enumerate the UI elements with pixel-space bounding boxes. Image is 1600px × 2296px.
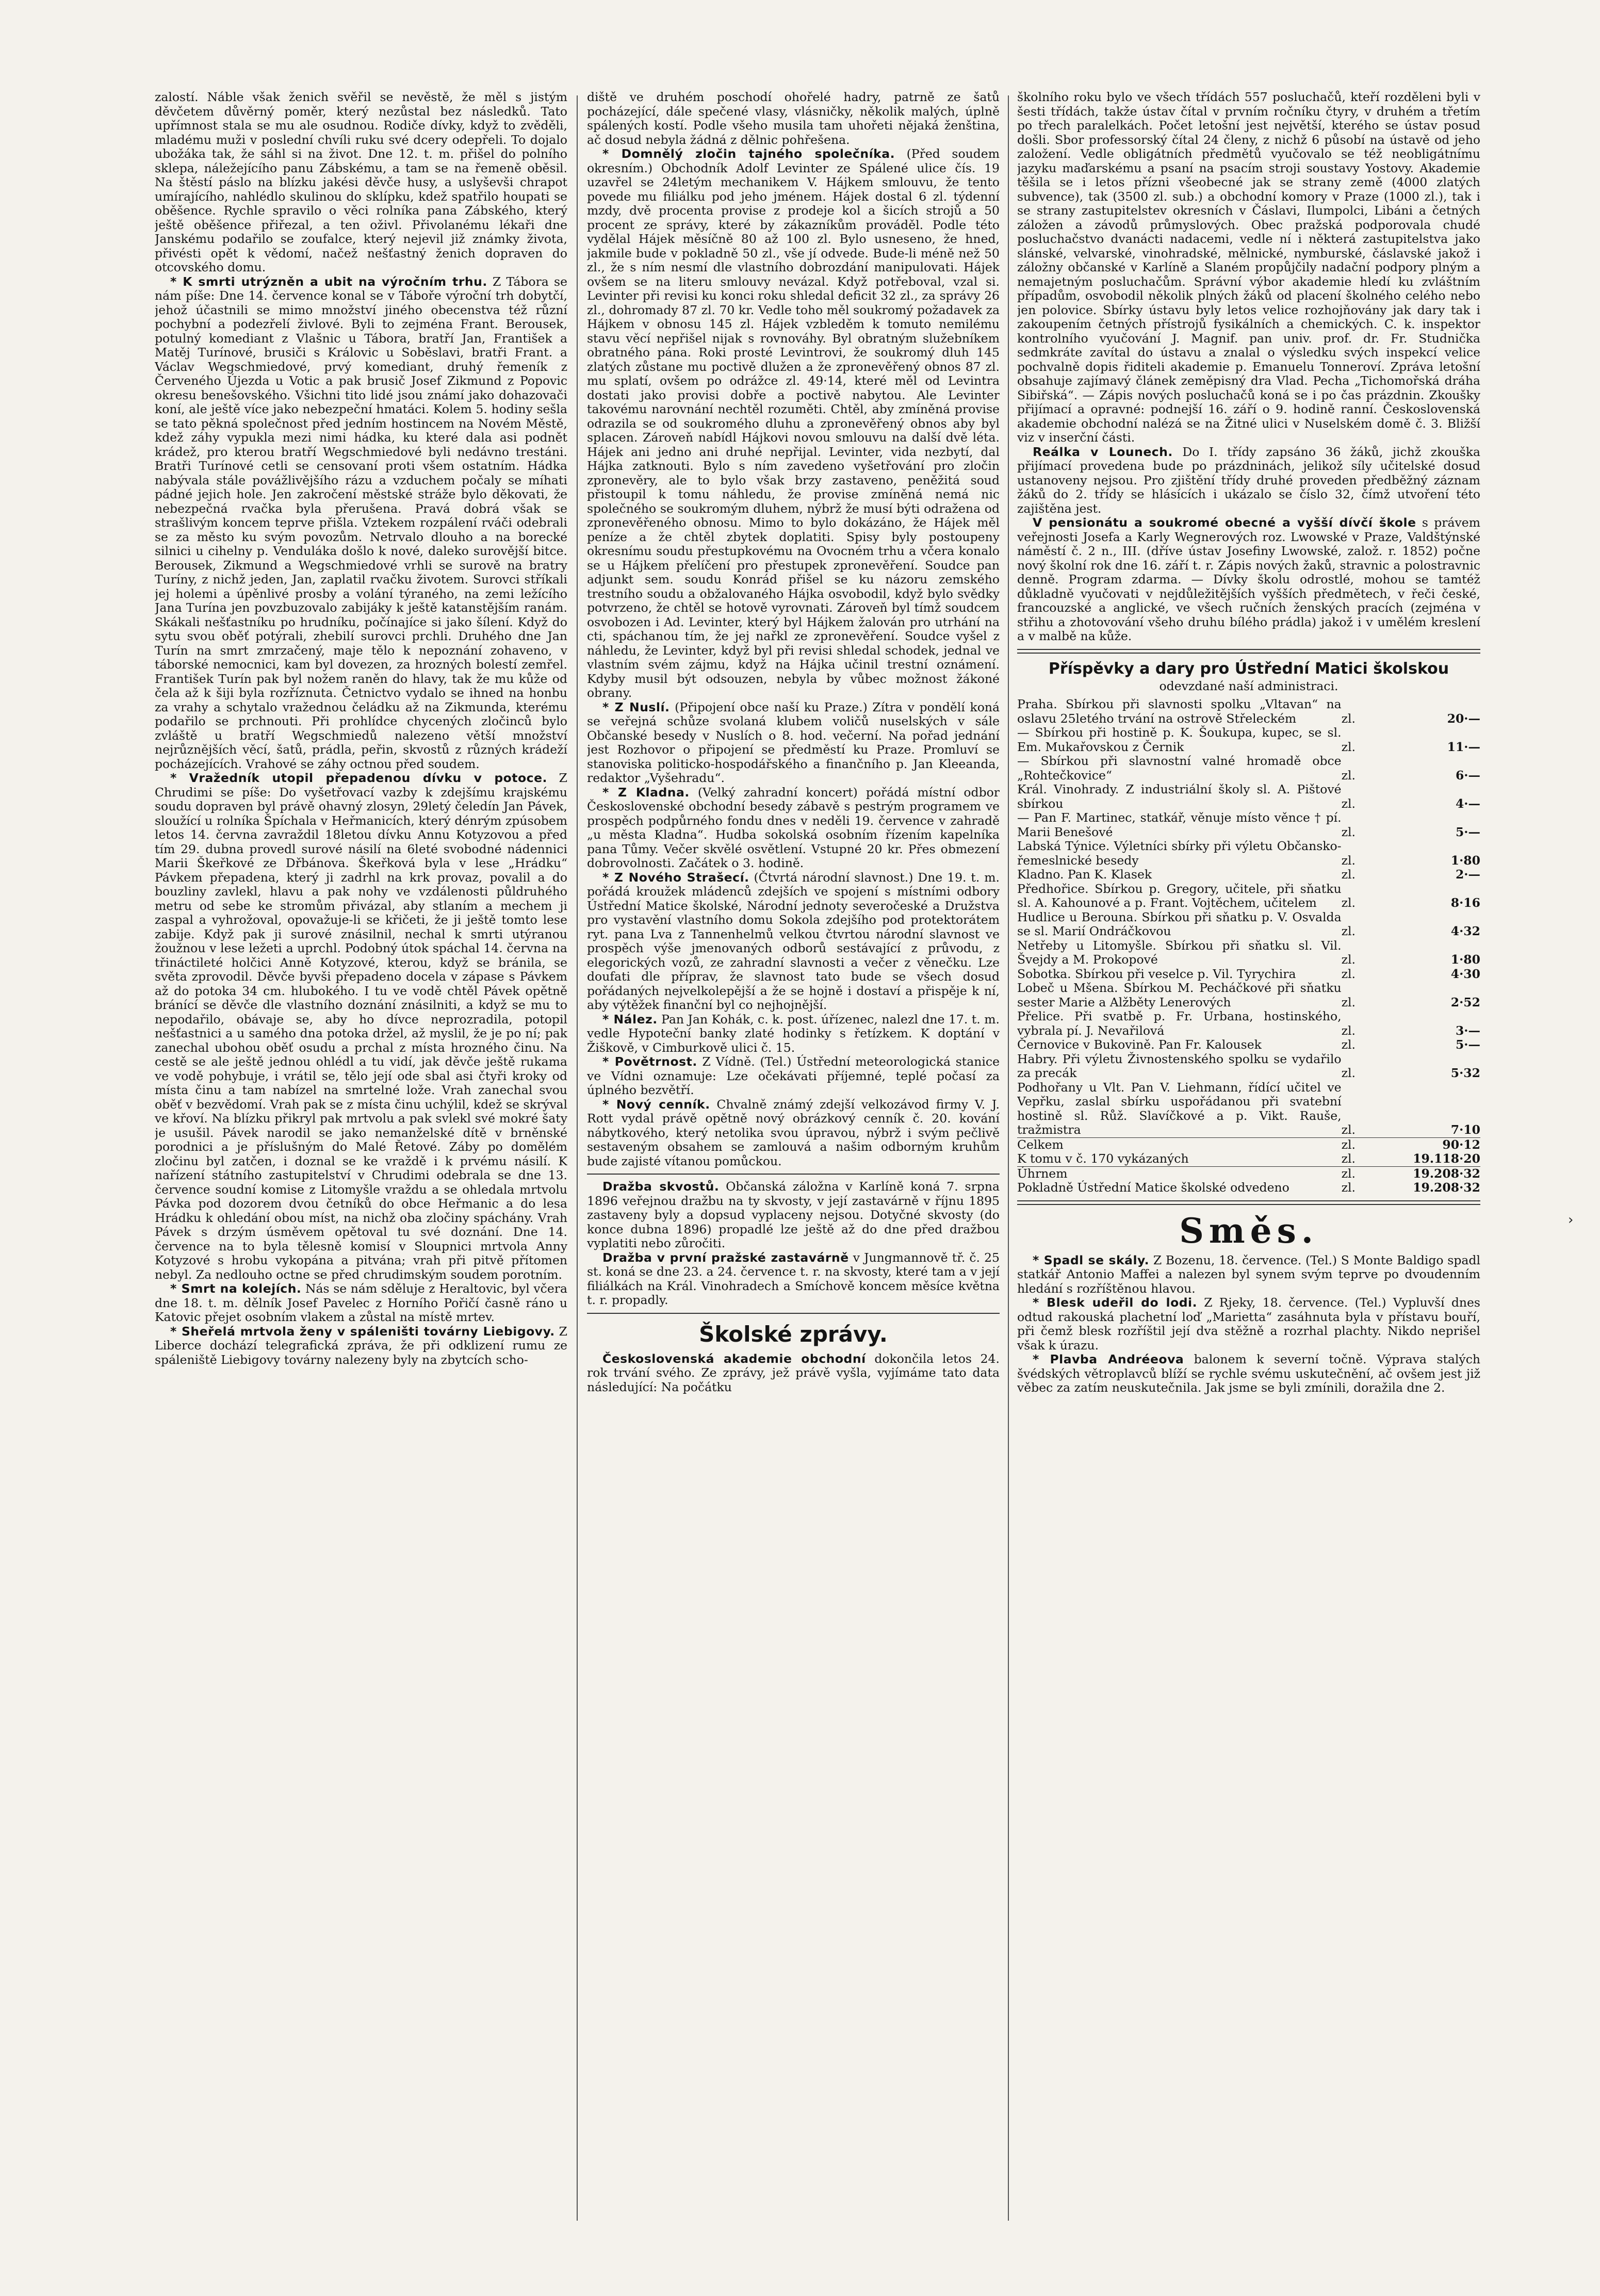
- divider: [1017, 649, 1480, 654]
- ledger-currency: zl.: [1341, 1137, 1356, 1152]
- article: [587, 1098, 1000, 1169]
- article-heading: * Plavba Andréeova: [1033, 1352, 1184, 1366]
- ledger-currency: zl.: [1341, 1066, 1356, 1080]
- article-heading: Dražba skvostů.: [602, 1179, 720, 1194]
- ledger-currency: zl.: [1341, 924, 1356, 938]
- article-text: (Připojení obce naší ku Praze.) Zítra v pondělí koná se veřejná schůze svolaná klubem voličů nuselských v sále Občanské besedy v Nuslích o 8. hod. večerní. Na pořad jednání jest Rozhovor o připojení se předměstí ku Praze. Promluví se stanoviska politicko-hospodářského a finančního p. Jan Kleeanda, redaktor „Vyšehradu“.: [587, 699, 1000, 785]
- ledger-label: Pokladně Ústřední Matice školské odvedeno: [1017, 1180, 1289, 1195]
- article-heading: * K smrti utrýzněn a ubit na výročním trhu.: [170, 274, 487, 289]
- ledger-currency: zl.: [1341, 1180, 1356, 1195]
- ledger-row: [1017, 1009, 1480, 1038]
- column-3: [1017, 90, 1480, 2241]
- ledger-label: Labská Týnice. Výletníci sbírky při výletu Občansko-řemeslnické besedy: [1017, 839, 1342, 868]
- article-heading: * Domnělý zločin tajného společníka.: [602, 146, 895, 161]
- article-text: Do I. třídy zapsáno 36 žáků, jichž zkouška přijímací provedena bude po prázdninách, jelikož síly učitelské dosud ustanoveny nejsou. Pro zjištění třídy druhé proveden předběžný záznam žáků do 2. třídy se hlásících i ukázalo se číslo 32, čímž utvoření této zajištěna jest.: [1017, 444, 1480, 516]
- article-heading: Reálka v Lounech.: [1033, 444, 1173, 459]
- ledger-amount: 3·—: [1455, 1023, 1480, 1038]
- ledger-currency: zl.: [1341, 739, 1356, 754]
- ledger-amount: 19.118·20: [1413, 1151, 1480, 1166]
- donations-title: Příspěvky a dary pro Ústřední Matici školskou: [1048, 659, 1449, 678]
- article: [587, 701, 1000, 786]
- ledger-label: — Pan F. Martinec, statkář, věnuje místo věnce † pí. Marii Benešové: [1017, 810, 1342, 839]
- ledger-label: K tomu v č. 170 vykázaných: [1017, 1151, 1189, 1166]
- article-heading: * Smrt na kolejích.: [170, 1281, 302, 1296]
- ledger-row: [1017, 839, 1480, 868]
- ledger-currency: zl.: [1341, 867, 1356, 882]
- article: [587, 1352, 1000, 1395]
- donations-subtitle: odevzdané naší administraci.: [1159, 678, 1338, 693]
- ledger-amount: 4·—: [1455, 796, 1480, 811]
- article-text: Z Rjeky, 18. července. (Tel.) Vypluvší dnes odtud rakouská plachetní loď „Marietta“ zasáhnuta byla v přístavu bouří, při čemž blesk rozříštil její dva stěžně a rozrhal plachty. Nikdo neprišel však k úrazu.: [1017, 1295, 1480, 1353]
- ledger-amount: 5·—: [1455, 824, 1480, 839]
- ledger-currency: zl.: [1341, 1151, 1356, 1166]
- article-heading: * Z Nuslí.: [602, 699, 670, 714]
- divider: [1017, 1200, 1480, 1205]
- ledger-row: [1017, 811, 1480, 839]
- article: [155, 771, 567, 1282]
- ledger-row: [1017, 1181, 1480, 1195]
- ledger-label: Sobotka. Sbírkou při veselce p. Vil. Tyrychira: [1017, 966, 1296, 981]
- ledger-amount: 1·80: [1450, 952, 1480, 967]
- article: [155, 1282, 567, 1325]
- ledger-label: Král. Vinohrady. Z industriální školy sl. A. Pištové sbírkou: [1017, 782, 1342, 811]
- margin-mark: ›: [1568, 1212, 1574, 1228]
- article-heading: V pensionátu a soukromé obecné a vyšší dívčí škole: [1033, 515, 1416, 530]
- article: [587, 1055, 1000, 1098]
- divider: [587, 1174, 1000, 1175]
- ledger-row: [1017, 1081, 1480, 1138]
- article-heading: * Blesk udeřil do lodi.: [1033, 1295, 1198, 1310]
- ledger-label: — Sbírkou při hostině p. K. Šoukupa, kupec, se sl. Em. Mukařovskou z Černik: [1017, 725, 1342, 754]
- ledger-currency: zl.: [1341, 824, 1356, 839]
- article: [587, 147, 1000, 701]
- article-text: diště ve druhém poschodí ohořelé hadry, patrně ze šatů pocházející, dále spečené vlasy, vlásničky, několik malých, úplně spálených kostí. Podle všeho musila tam uhořeti nějaká ženština, ač dosud nebyla žádná z dělnic pohřešena.: [587, 90, 1000, 147]
- column-rule: [577, 95, 578, 2221]
- ledger-row: [1017, 697, 1480, 726]
- ledger-row: [1017, 981, 1480, 1009]
- article-heading: * Z Nového Strašecí.: [602, 870, 749, 885]
- ledger-currency: zl.: [1341, 995, 1356, 1009]
- ledger-amount: 2·—: [1455, 867, 1480, 882]
- ledger-currency: zl.: [1341, 768, 1356, 783]
- article: [1017, 516, 1480, 644]
- ledger-amount: 1·80: [1450, 853, 1480, 868]
- article-heading: * Vražedník utopil přepadenou dívku v potoce.: [170, 771, 547, 785]
- article: [1017, 1353, 1480, 1395]
- ledger-label: — Sbírkou při slavnostní valné hromadě obce „Rohtečkovice“: [1017, 754, 1342, 783]
- article-heading: Dražba v první pražské zastavárně: [602, 1250, 849, 1265]
- ledger-row: [1017, 1152, 1480, 1166]
- ledger-currency: zl.: [1341, 853, 1356, 868]
- ledger-currency: zl.: [1341, 1037, 1356, 1052]
- donations-ledger: [1017, 697, 1480, 1195]
- ledger-amount: 8·16: [1450, 895, 1480, 910]
- section-title: Školské zprávy.: [699, 1321, 888, 1347]
- ledger-currency: zl.: [1341, 1122, 1356, 1137]
- ledger-currency: zl.: [1341, 1023, 1356, 1038]
- ledger-row: [1017, 939, 1480, 967]
- ledger-row: [1017, 1038, 1480, 1052]
- ledger-row: [1017, 1137, 1480, 1152]
- article: [155, 275, 567, 772]
- section-title: Směs.: [1179, 1210, 1318, 1251]
- ledger-row: [1017, 726, 1480, 754]
- ledger-amount: 4·30: [1450, 966, 1480, 981]
- ledger-label: Netřeby u Litomyšle. Sbírkou při sňatku sl. Vil. Švejdy a M. Prokopové: [1017, 938, 1342, 967]
- article-text: s právem veřejnosti Josefa a Karly Wegnerových roz. Lwowské v Praze, Valdštýnské náměstí č. 2 n., III. (dříve ústav Josefiny Lwowské, založ. r. 1852) počne nový školní rok dne 16. září t. r. Zápis nových žaků, stravnic a polostravnic denně. Program zdarma. — Dívky školu odrostlé, mohou se tamtéž důkladně vyučovati v nejdůležitějších vyšších předmětech, v řeči české, francouzské a anglické, ve všech ručních ženských pracích (zejména v střihu a zhotovování všeho druhu bílého prádla) jakož i v umělém kreslení a v malbě na kůže.: [1017, 515, 1480, 643]
- ledger-amount: 20·—: [1447, 711, 1480, 726]
- ledger-label: Kladno. Pan K. Klasek: [1017, 867, 1152, 882]
- ledger-label: Lobeč u Mšena. Sbírkou M. Pecháčkové při sňatku sester Marie a Alžběty Lenerových: [1017, 981, 1342, 1009]
- article-text: Pan Jan Kohák, c. k. post. úřízenec, nalezl dne 17. t. m. vedle Hypoteční banky zlaté hodinky s řetízkem. K doptání v Žiškově, v Cimburkově ulici č. 15.: [587, 1012, 1000, 1055]
- column-2: [587, 90, 1000, 2241]
- article-text: školního roku bylo ve všech třídách 557 posluchačů, kteří rozděleni byli v šesti třídách, takže ústav čítal v prvním ročníku čtyry, v druhém a třetím po třech paralelkách. Počet letošní jest největší, kterého se ústav posud došli. Sbor professorský čítal 24 členy, z nichž 6 působí na ústavě od jeho založení. Vedle obligátních předmětů vyučovalo se též neobligátnímu jazyku maďarskému a psaní na psacím stroji soustavy Yostovy. Akademie těšila se i letos přízni všeobecné jak se strany země (4000 zlatých subvence), tak (3500 zl. sub.) a obchodní komory v Praze (1000 zl.), tak i se strany zastupitelstev okresních v Čáslavi, Ilumpolci, Libáni a četných záložen a závodů průmyslových. Obec pražská podporovala chudé posluchačstvo dvanácti nadacemi, vedle ní i některá zastupitelstva jako slánské, velvarské, vinohradské, mělnické, nymburské, čáslavské jakož i záložny občanské v Karlíně a Slaném propůjčily nadační podpory plným a nemajetným posluchačům. Správní výbor akademie hledí ku zvláštním případům, osvobodil několik plných žáků od placení školného celého nebo jen polovice. Sbírky ústavu byly letos velice rozhojňovány jak dary tak i zakoupením četných přístrojů fysikálních a chemických. C. k. inspektor kontrolního vyučování J. Magnif. pan univ. prof. dr. Fr. Studnička sedmkráte zavítal do ústavu a znalal o výsledku svých inspekcí velice pochvalně dopis řiditeli akademie p. Emanuelu Tonneroví. Zpráva letošní obsahuje zajímavý článek zeměpisný dra Vlad. Pecha „Tichomořská dráha Sibiřská“. — Zápis nových posluchačů koná se i po čas prázdnin. Zkoušky přijímací a opravné: podnejší 16. září o 9. hodině ranní. Československá akademie obchodní nalézá se na Žitné ulici v Nuselském domě č. 3. Bližší viz v inserční části.: [1017, 90, 1480, 445]
- ledger-row: [1017, 882, 1480, 910]
- article-text: Občanská záložna v Karlíně koná 7. srpna 1896 veřejnou dražbu na ty skvosty, v její zastavárně v říjnu 1895 zastaveny byly a dopsud vyplaceny nejsou. Dotyčné skvosty (do konce dubna 1896) propadlé lze ještě až do dne před dražbou vyplatiti nebo zůročiti.: [587, 1179, 1000, 1250]
- divider: [587, 1313, 1000, 1314]
- article: [1017, 445, 1480, 516]
- ledger-row: [1017, 1166, 1480, 1181]
- article-text: (Velký zahradní koncert) pořádá místní odbor Československé obchodní besedy zábavě s pestrým programem ve prospěch podpůrného fondu dnes v neděli 19. července v zahradě „u města Kladna“. Hudba sokolská osobním řízením kapelníka pana Tůmy. Večer skvělé osvětlení. Vstupné 20 kr. Přes obmezení dobrovolnosti. Začátek o 3. hodině.: [587, 785, 1000, 870]
- article-text: Z Vídně. (Tel.) Ústřední meteorologická stanice ve Vídni oznamuje: Lze očekávati příjemné, teplé počasí za úplného bezvětří.: [587, 1054, 1000, 1097]
- ledger-label: Úhrnem: [1017, 1166, 1068, 1181]
- ledger-amount: 7·10: [1450, 1122, 1480, 1137]
- ledger-label: Černovice v Bukovině. Pan Fr. Kalousek: [1017, 1037, 1262, 1052]
- ledger-amount: 19.208·32: [1413, 1180, 1480, 1195]
- ledger-row: [1017, 783, 1480, 811]
- article: [587, 1180, 1000, 1251]
- article-text: Z Bozenu, 18. července. (Tel.) S Monte Baldigo spadl statkář Antonio Maffei a nalezen byl synem svým teprve po dvoudenním hledání s rozříštěnou hlavou.: [1017, 1252, 1480, 1296]
- ledger-currency: zl.: [1341, 711, 1356, 726]
- ledger-amount: 2·52: [1450, 995, 1480, 1009]
- column-rule: [1008, 95, 1009, 2221]
- ledger-row: [1017, 1052, 1480, 1081]
- ledger-amount: 5·32: [1450, 1066, 1480, 1080]
- article-text: Chvalně známý zdejší velkozávod firmy V. J. Rott vydal právě opětně nový obrázkový cenník č. 20. kování nábytkového, který netolika svou úpravou, nýbrž i svým pečlivě sestaveným obsahem se zamlouvá a našim odborným kruhům bude zajisté vítanou pomůckou.: [587, 1097, 1000, 1168]
- article-text: Z Chrudimi se píše: Do vyšetřovací vazby k zdejšímu krajskému soudu dopraven byl právě ohavný zlosyn, 29letý čeledín Jan Pávek, sloužící u rolníka Špíchala v Heřmanicích, který dénrým zpúsobem letos 14. června zavraždil 18letou dívku Annu Kotyzovou a před tím 29. dubna provedl surové násilí na 6leté svobodné nádennici Marii Škeřkové ze Dřbánova. Škeřková byla v lese „Hrádku“ Pávkem přepadena, který ji zadrhl na krk provaz, povalil a do bouzliny zavlekl, hlavu a pak nohy ve vzdálenosti půldruhého metru od sebe ke stromům přivázal, aby stlaním a mechem ji zaspal a vyhrožoval, opovažuje-li se křičeti, že ji ještě tomto lese zabije. Když pak ji surové znásilnil, nechal k smrti utýranou žoužnou v lese ležeti a uprchl. Podobný útok spáchal 14. června na třináctileté holčici Anně Kotyzové, kterou, když se bránila, se světa zprovodil. Děvče byvši přepadeno docela v zápase s Pávkem až do potoka 34 cm. hlubokého. I tu ve vodě chtěl Pávek opětně bránící se děvče dle vlastního doznání znásilniti, a když se mu to nepodařilo, obávaje se, aby ho dívce neprozradila, potopil nešťastnici a u samého dna potoka držel, až myslil, že je po ní; pak zanechal ubohou oběť osudu a prchal z místa hrozného činu. Na cestě se ale ještě jednou ohlédl a tu vidí, jak děvče ještě rukama ve vodě pohybuje, i vrátil se, tělo její ode sbal asi čtyři kroky od místa činu a tam nabízel na smrtelné lože. Vrah zanechal svou oběť v bezvědomí. Vrah pak se z místa činu uchýlil, kdež se skrýval ve křoví. Na blízku přikryl pak mrtvolu a pak svlekl své mokré šaty je usušil. Pávek narodil se jako nemanželské dítě v brněnské porodnici a je příslušným do Malé Řetové. Záby po domělém zločinu byl zatčen, i doznal se ke vraždě i k prvému násilí. K nařízení státního zastupitelství v Chrudimi odebrala se dne 13. července soudní komise z Litomyšle vraždu a se ohledala mrtvolu Pávka pod dozorem dvou četníků do obce Heřmanic a do lesa Hrádku k ohledání obou míst, na nichž oba zločiny spáchány. Vrah Pávek s drzým úsměvem opětoval tu své doznání. Dne 14. července na to byla tělesně komisí v Sloupnici mrtvola Anny Kotyzové s hrobu vykopána a pitvána; vrah při pitvě přítomen nebyl. Za nedlouho octne se před chrudimským soudem porotním.: [155, 771, 567, 1282]
- article-text: v Jungmannově tř. č. 25 st. koná se dne 23. a 24. července t. r. na skvosty, které tam a v její filiálkách na Král. Vinohradech a Smíchově koncem měsíce května t. r. propadly.: [587, 1250, 1000, 1307]
- newspaper-sheet: [155, 90, 1480, 2241]
- ledger-amount: 19.208·32: [1413, 1166, 1480, 1181]
- article-text: (Před soudem okresním.) Obchodník Adolf Levinter ze Spálené ulice čís. 19 uzavřel se 24letým mechanikem V. Hájkem smlouvu, že tento povede mu filiálku pod jeho jménem. Hájek dostal 6 zl. týdenní mzdy, dvě procenta provise z prodeje kol a šicích strojů a 50 procent ze správy, které by zákazníkům prováděl. Podle této vydělal Hájek měsíčně 80 až 100 zl. Bylo usneseno, že hned, jakmile bude v pokladně 50 zl., vše jí odvede. Bude-li méně než 50 zl., že s ním nesmí dle vlastního dobrozdání manipulovati. Hájek ovšem se na literu smlouvy nevázal. Když potřeboval, vzal si. Levinter při revisi ku konci roku shledal deficit 32 zl., za správy 26 zl., dohromady 87 zl. 70 kr. Vedle toho měl soukromý požadavek za Hájkem v obnosu 145 zl. Hájek vzbleděm k tomuto nemilému stavu věcí nepřišel nijak s rovnováhy. Byl obratným služebníkem obratného pána. Roki prosté Levintrovi, že soukromý dluh 145 zlatých zůstane mu poctivě dlužen a že zpronevěřený obnos 87 zl. mu splatí, ovšem po odrážce zl. 49·14, které měl od Levintra dostati jako provisi dobře a poctivě nabytou. Ale Levinter takovému narovnání nechtěl rozuměti. Chtěl, aby zmíněná provise odrazila se od soukromého dluhu a zpronevěřený obnos aby byl splacen. Zároveň nabídl Hájkovi novou smlouvu na další dvě léta. Hájek ani jedno ani druhé nepřijal. Levinter, vida nezbytí, dal Hájka zatknouti. Bylo s ním zavedeno vyšetřování pro zločin zpronevěry, ale to bylo však brzy zastaveno, peněžitá soud přistoupil k tomu náhledu, že provise zmíněná nemá nic společného se soukromým dluhem, nýbrž že musí býti odražena od zpronevěřeného obnosu. Mimo to bylo dokázáno, že Hájek měl peníze a že chtěl zbytek doplatiti. Spisy byly postoupeny okresnímu soudu přestupkovému na Ovocném trhu a včera konalo se u Hájkem přelíčení pro přestupek zpronevěření. Soudce pan adjunkt sem. soudu Konrád přišel se ku názoru zemského trestního soudu a obžalovaného Hájka osvobodil, když bylo svědky potvrzeno, že chtěl se hotově vyrovnati. Zároveň byl tímž soudcem osvobozen i Ad. Levinter, který byl Hájkem žalován pro utrhání na cti, spáchanou tím, že jej nařkl ze zpronevěření. Soudce vyšel z náhledu, že Levinter, když byl při revisi shledal schodek, jednal ve vlastním svém zájmu, když na Hájka učinil trestní oznámení. Kdyby musil být odsouzen, nebyla by vůbec možnost žákoné obrany.: [587, 146, 1000, 700]
- article-text: (Čtvrtá národní slavnost.) Dne 19. t. m. pořádá kroužek mládenců zdejších ve spojení s místními odbory Ústřední Matice školské, Národní jednoty severočeské a Družstva pro vystavění vlastního domu Sokola zdejšího pod protektorátem ryt. pana Lva z Tannenhelmů velkou čtvrtou národní slavnost ve prospěch výše jmenovaných odborů sestávající z průvodu, z elegorických vozů, ze zahradní slavnosti a večer z věnečku. Lze doufati dle příprav, že slavnost tato bude se všech dosud pořádaných nejvelkolepější a že se hojně i dostaví a přispěje k ní, aby výtěžek finanční byl co nejhojnější.: [587, 870, 1000, 1012]
- column-1: [155, 90, 567, 2241]
- article-heading: * Nový cenník.: [602, 1097, 710, 1112]
- ledger-row: [1017, 868, 1480, 882]
- ledger-currency: zl.: [1341, 966, 1356, 981]
- article: [587, 786, 1000, 871]
- article-text: balonem k severní točně. Výprava stalých švédských větroplavců blíží se rychle svému uskutečnění, ač ovšem jest již věbec za zatím neuskutečnila. Jak jsme se byli zmínili, doražila dne 2.: [1017, 1352, 1480, 1395]
- article: [587, 871, 1000, 1013]
- ledger-amount: 90·12: [1442, 1137, 1480, 1152]
- article: [155, 1325, 567, 1367]
- ledger-amount: 5·—: [1455, 1037, 1480, 1052]
- ledger-label: Celkem: [1017, 1137, 1064, 1152]
- ledger-currency: zl.: [1341, 952, 1356, 967]
- ledger-row: [1017, 754, 1480, 783]
- article-text: Z Liberce dochází telegrafická zpráva, že při odklizení rumu ze spáleniště Liebigovy továrny nalezeny byly na zbytcích scho-: [155, 1324, 567, 1367]
- ledger-amount: 6·—: [1455, 768, 1480, 783]
- ledger-row: [1017, 910, 1480, 939]
- ledger-label: Praha. Sbírkou při slavnosti spolku „Vltavan“ na oslavu 25letého trvání na ostrově Střeleckém: [1017, 697, 1342, 726]
- article: [587, 1013, 1000, 1055]
- article-heading: * Sheřelá mrtvola ženy v spáleništi továrny Liebigovy.: [170, 1324, 555, 1339]
- article: [1017, 1253, 1480, 1296]
- ledger-amount: 11·—: [1447, 739, 1480, 754]
- ledger-currency: zl.: [1341, 796, 1356, 811]
- ledger-label: Habry. Při výletu Živnostenského spolku se vydařilo za precák: [1017, 1051, 1342, 1080]
- article-heading: * Spadl se skály.: [1033, 1252, 1150, 1267]
- article-heading: * Povětrnost.: [602, 1054, 697, 1069]
- article-heading: * Nález.: [602, 1012, 658, 1027]
- ledger-currency: zl.: [1341, 895, 1356, 910]
- ledger-currency: zl.: [1341, 1166, 1356, 1181]
- ledger-row: [1017, 967, 1480, 982]
- ledger-label: Předhořice. Sbírkou p. Gregory, učitele, při sňatku sl. A. Kahounové a p. Frant. Vojtěchem, učitelem: [1017, 881, 1342, 910]
- article: [587, 1251, 1000, 1308]
- article: [1017, 1296, 1480, 1353]
- article-text: dokončila letos 24. rok trvání svého. Ze zprávy, jež právě vyšla, vyjímáme tato data následující: Na počátku: [587, 1351, 1000, 1394]
- ledger-label: Hudlice u Berouna. Sbírkou při sňatku p. V. Osvalda se sl. Marií Ondráčkovou: [1017, 909, 1342, 938]
- article-text: Nás se nám sděluje z Heraltovic, byl včera dne 18. t. m. dělník Josef Pavelec z Horního Pořičí časně ráno u Katovic přejet osobním vlakem a zůstal na místě mrtev.: [155, 1281, 567, 1324]
- ledger-label: Přelice. Při svatbě p. Fr. Urbana, hostinského, vybrala pí. J. Nevařilová: [1017, 1009, 1342, 1038]
- ledger-label: Podhořany u Vlt. Pan V. Liehmann, řídící učitel ve Vepřku, zaslal sbírku uspořádanou při svatební hostině sl. Růž. Slavíčkové a p. Vikt. Rauše, tražmistra: [1017, 1080, 1342, 1137]
- article-text: Z Tábora se nám píše: Dne 14. července konal se v Táboře výroční trh dobytčí, jehož účastnili se mimo množství jiného obecenstva též různí pochybní a podezřelí živlové. Byli to zejména Frant. Berousek, potulný komediant z Vlašnic u Tábora, bratří Jan, František a Matěj Turínové, brusiči s Královic u Soběslavi, bratři Frant. a Václav Wegschmiedové, prvý komediant, druhý řemeník z Červeného Újezda u Votic a pak brusič Josef Zikmund z Popovic okresu benešovského. Všichni tito lidé jsou známí jako dohazovači koní, ale ještě více jako nebezpeční hmatáci. Kolem 5. hodiny sešla se tato pěkná společnost před jedním hostincem na Novém Městě, kdež záhy vypukla mezi nimi hádka, ku které dala asi podnět krádež, pro kterou bratří Wegschmiedové byli nedávno trestáni. Bratři Turínové cetli se censovaní proti všem ostatním. Hádka nabývala stále povážlivějšího rázu a vzduchem počaly se míhati pádné jejich hole. Jen zakročení městské stráže bylo děkovati, že nebezpečná rvačka byla přerušena. Pravá dobrá však se strašlivým koncem teprve přišla. Vztekem rozpálení rváči odebrali se za město ku svým povozům. Netrvalo dlouho a na borecké silnici u cihelny p. Venduláka došlo k nové, daleko surovější bitce. Berousek, Zikmund a Wegschmiedové vrhli se surově na bratry Turíny, z nichž jeden, Jan, zaplatil rvačku životem. Surovci stříkali jej holemi a úpěnlivé prosby a volání týraného, na zemi ležícího Jana Turína jen povzbuzovalo zabijáky k ještě katanstějším ranám. Skákali nešťastníku po hrudníku, počínajíce si jako šílení. Když do sytu svou oběť potýrali, zhebilí surovci prchli. Druhého dne Jan Turín na smrt zmrzačený, maje tělo k nepoznání zohaveno, v táborské nemocnici, kam byl dovezen, za hrozných bolestí zemřel. František Turín pak byl nožem raněn do hlavy, tak že mu kůže od čela až k šiji byla rozříznuta. Četnictvo vydalo se ihned na honbu za vrahy a schytalo vražednou čeládku až na Zikmunda, kterému podařilo se prchnouti. Při prohlídce chycených zločinců bylo zvláště u bratří Wegschmiedů nalezeno větší množství nejrůznějších věcí, šatů, prádla, peřin, skvostů z různých krádeží pocházejících. Vrahové se záhy octnou před soudem.: [155, 274, 567, 771]
- article-text: zalostí. Náble však ženich svěřil se nevěstě, že měl s jistým děvčetem důvěrný poměr, který nezůstal bez následků. Tato upřímnost stala se mu ale osudnou. Rodiče dívky, když to zvěděli, mladému muži v poslední chvíli ruku své dcery odepřeli. To dojalo ubožáka tak, že sáhl si na život. Dne 12. t. m. přišel do polního sklepa, náležejícího panu Zábskému, a tam se na řemeně oběsil. Na štěstí páslo na blízku jakési děvče husy, a uslyševši chrapot umírajícího, nahlédlo skulinou do sklípku, kdež spatřilo houpati se oběšence. Rychle spravilo o věci rolníka pana Zábského, který ještě oběšence přiřezal, a ten oživl. Přivolanému lékaři dne Janskému podařilo se zoufalce, který nejevil již známky života, přivésti opět k vědomí, načež nešťastný ženich dopraven do otcovského domu.: [155, 90, 567, 274]
- article-heading: * Z Kladna.: [602, 785, 690, 800]
- ledger-amount: 4·32: [1450, 924, 1480, 938]
- article-heading: Československá akademie obchodní: [602, 1351, 866, 1366]
